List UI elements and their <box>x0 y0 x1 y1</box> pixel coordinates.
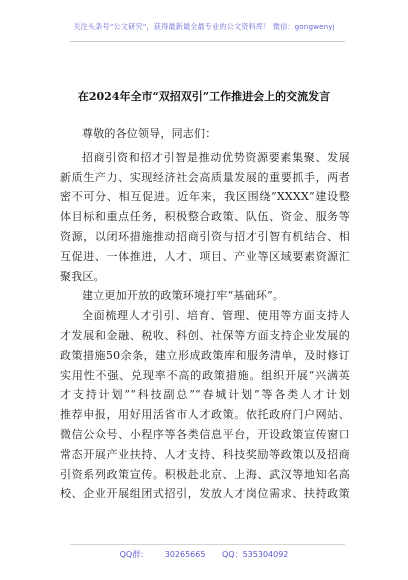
salutation: 尊敬的各位领导，同志们： <box>82 127 217 140</box>
paragraph-line: 引资系列政策宣传。积极赴北京、上海、武汉等地知名高 <box>60 467 350 481</box>
paragraph-line: 密不可分、相互促进。近年来，我区围绕“XXXX”建设整 <box>60 190 350 204</box>
paragraph-line: 才支持计划”“科技副总”“春城计划”等各类人才计划 <box>60 388 350 402</box>
section-heading: 建立更加开放的政策环境打牢“基础环”。 <box>82 289 285 303</box>
paragraph-line: 政策措施50余条，建立形成政策库和服务清单，及时修订 <box>60 348 350 362</box>
paragraph-line: 招商引资和招才引智是推动优势资源要素集聚、发展 <box>82 150 350 164</box>
paragraph-line: 全面梳理人才引引、培育、管理、使用等方面支持人 <box>82 309 350 323</box>
paragraph-line: 互促进、一体推进，人才、项目、产业等区域要素资源汇 <box>60 249 350 263</box>
paragraph-line: 常态开展产业扶持、人才支持、科技奖励等政策以及招商 <box>60 447 350 461</box>
header-banner: 关注头条号“公文研究”，获得最新最全最专业的公文资料库！ 微信：gongwenyj <box>73 22 335 31</box>
document-title: 在2024年全市“双招双引”工作推进会上的交流发言 <box>77 90 331 103</box>
paragraph-line: 微信公众号、小程序等各类信息平台，开设政策宣传窗口 <box>60 427 350 441</box>
footer-divider <box>70 544 345 545</box>
paragraph-line: 聚我区。 <box>60 269 105 283</box>
header-divider <box>70 41 345 42</box>
paragraph-line: 校、企业开展组团式招引，发放人才岗位需求、扶持政策 <box>60 487 350 501</box>
footer-contact: QQ群： 30265665 QQ：535304092 <box>119 550 289 559</box>
paragraph-line: 新质生产力、实现经济社会高质量发展的重要抓手，两者 <box>60 170 350 184</box>
document-body <box>60 124 350 504</box>
paragraph-line: 推荐申报，用好用活省市人才政策。依托政府门户网站、 <box>60 408 350 422</box>
paragraph-line: 实用性不强、兑现率不高的政策措施。组织开展“兴满英 <box>60 368 350 382</box>
paragraph-line: 资源，以闭环措施推动招商引资与招才引智有机结合、相 <box>60 229 350 243</box>
paragraph-2 <box>60 306 350 504</box>
paragraph-line: 体目标和重点任务，积极整合政策、队伍、资金、服务等 <box>60 210 350 224</box>
paragraph-line: 才发展和金融、税收、科创、社保等方面支持企业发展的 <box>60 328 350 342</box>
paragraph-1 <box>60 148 350 287</box>
